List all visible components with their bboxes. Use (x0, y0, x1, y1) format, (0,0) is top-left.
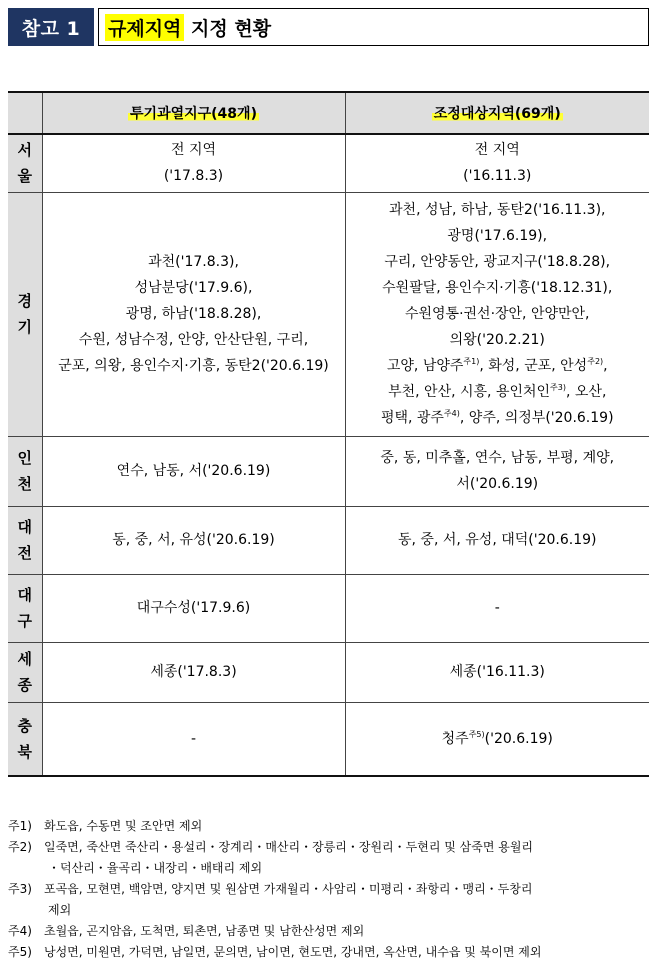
cell-line (346, 527, 650, 553)
footnote-line: 제외 (48, 903, 72, 917)
footnote-label: 주4) (8, 924, 32, 938)
cell-text: 동, 중, 서, 유성, 대덕('20.6.19) (398, 532, 597, 548)
reference-badge: 참고 1 (8, 8, 94, 46)
cell-line (346, 223, 650, 249)
region-char: 충 (17, 716, 32, 735)
region-char: 구 (17, 612, 32, 630)
cell-text: 동, 중, 서, 유성('20.6.19) (112, 532, 275, 548)
region-char: 기 (17, 318, 32, 336)
region-char: 대 (17, 518, 32, 536)
table-row (8, 642, 649, 702)
regulation-table (8, 91, 649, 777)
speculation-zone-cell (42, 702, 345, 776)
footnote (8, 942, 649, 963)
footnote-label: 주3) (8, 882, 32, 896)
cell-text: 수원, 성남수정, 안양, 안산단원, 구리, (78, 332, 309, 348)
footnote-text (44, 816, 649, 837)
footnote (8, 921, 649, 942)
cell-line (43, 527, 345, 553)
region-char: 종 (17, 676, 32, 694)
cell-line (346, 137, 650, 163)
footnote-ref: 주1) (463, 357, 480, 366)
cell-text: 중, 동, 미추홀, 연수, 남동, 부평, 계양, (380, 450, 615, 466)
cell-text: ('20.6.19) (484, 730, 553, 747)
footnote-line: 낭성면, 미원면, 가덕면, 남일면, 문의면, 남이면, 현도면, 강내면, 옥산면, 내수읍 및 북이면 제외 (44, 945, 542, 959)
region-label (8, 192, 42, 436)
cell-text: 수원팔달, 용인수지·기흥('18.12.31), (382, 280, 613, 296)
footnote-label: 주1) (8, 819, 32, 833)
adjustment-zone-cell (345, 574, 649, 642)
cell-text: 과천, 성남, 하남, 동탄2('16.11.3), (389, 202, 606, 218)
footnote (8, 879, 649, 921)
footnote-line: ・덕산리・율곡리・내장리・배태리 제외 (48, 861, 263, 875)
cell-text: ('16.11.3) (463, 168, 532, 185)
cell-text: , (603, 358, 608, 374)
cell-line (346, 327, 650, 353)
cell-text: 고양, 남양주 (386, 358, 464, 374)
cell-text: 서('20.6.19) (456, 476, 539, 492)
region-char: 북 (17, 742, 32, 761)
region-label (8, 436, 42, 506)
footnote-ref: 주3) (550, 383, 566, 392)
footnote-label: 주5) (8, 945, 32, 959)
cell-text: 부천, 안산, 시흥, 용인처인 (388, 384, 551, 400)
cell-line (346, 275, 650, 301)
cell-line (43, 595, 345, 621)
cell-text: 대구수성('17.9.6) (136, 600, 251, 616)
adjustment-zone-cell (345, 134, 649, 192)
col-header-adjustment: 조정대상지역(69개) (345, 92, 649, 134)
cell-line (346, 659, 650, 685)
cell-line (43, 163, 345, 189)
speculation-zone-cell (42, 506, 345, 574)
table-row (8, 506, 649, 574)
footnote-text (44, 942, 649, 963)
cell-line (43, 249, 345, 275)
cell-text: 평택, 광주 (380, 410, 444, 426)
cell-line (43, 327, 345, 353)
region-label (8, 574, 42, 642)
speculation-zone-cell (42, 192, 345, 436)
cell-text: 광명('17.6.19), (447, 228, 548, 244)
cell-text: , 오산, (566, 384, 607, 400)
cell-text: , 양주, 의정부('20.6.19) (459, 410, 614, 426)
footnotes (8, 816, 649, 963)
cell-text: 세종('16.11.3) (449, 664, 545, 680)
table-row (8, 436, 649, 506)
region-char: 울 (17, 167, 32, 186)
table-row (8, 702, 649, 776)
cell-line (346, 249, 650, 275)
cell-text: ('17.8.3) (163, 168, 224, 185)
region-label (8, 642, 42, 702)
cell-text: 연수, 남동, 서('20.6.19) (116, 463, 271, 479)
adjustment-zone-cell (345, 506, 649, 574)
col-header-speculation: 투기과열지구(48개) (42, 92, 345, 134)
cell-line (346, 353, 650, 379)
cell-line (346, 163, 650, 189)
table-row (8, 574, 649, 642)
region-char: 전 (17, 544, 32, 562)
region-char: 인 (17, 449, 32, 467)
title-rest: 지정 현황 (184, 17, 272, 40)
footnote-line: 포곡읍, 모현면, 백암면, 양지면 및 원삼면 가재월리・사암리・미평리・좌항리・맹리・두창리 (44, 882, 533, 896)
cell-line (346, 595, 650, 621)
speculation-zone-cell (42, 642, 345, 702)
table-header-row (8, 92, 649, 134)
cell-text: 세종('17.8.3) (150, 664, 237, 680)
cell-text: 광명, 하남('18.8.28), (125, 306, 262, 322)
footnote-line: 일죽면, 죽산면 죽산리・용설리・장계리・매산리・장릉리・장원리・두현리 및 삼죽면 용월리 (44, 840, 534, 854)
table-row (8, 134, 649, 192)
table-row (8, 192, 649, 436)
cell-line (346, 471, 650, 497)
footnote-label: 주2) (8, 840, 32, 854)
footnote-text (44, 921, 649, 942)
region-label (8, 506, 42, 574)
title-highlight: 규제지역 (105, 14, 184, 41)
region-char: 대 (17, 586, 32, 604)
footnote-ref: 주5) (468, 729, 485, 739)
speculation-zone-cell (42, 574, 345, 642)
region-label (8, 134, 42, 192)
cell-text: 전 지역 (474, 142, 520, 159)
page-header (8, 8, 649, 46)
footnote-ref: 주2) (587, 357, 604, 366)
cell-line (346, 405, 650, 431)
cell-line (43, 353, 345, 379)
cell-line (43, 301, 345, 327)
page-title (98, 8, 649, 46)
adjustment-zone-cell (345, 192, 649, 436)
footnote-text (44, 879, 649, 921)
cell-line (43, 137, 345, 163)
cell-line (346, 301, 650, 327)
corner-cell (8, 92, 42, 134)
region-char: 서 (17, 141, 32, 160)
cell-line (43, 659, 345, 685)
region-char: 세 (17, 650, 32, 668)
adjustment-zone-cell (345, 642, 649, 702)
cell-line (346, 726, 650, 752)
footnote-line: 화도읍, 수동면 및 조안면 제외 (44, 819, 203, 833)
cell-text: 구리, 안양동안, 광교지구('18.8.28), (384, 254, 611, 270)
adjustment-zone-cell (345, 702, 649, 776)
cell-text: 성남분당('17.9.6), (134, 280, 253, 296)
cell-text: 의왕('20.2.21) (449, 332, 545, 348)
cell-text: - (494, 600, 500, 616)
speculation-zone-cell (42, 436, 345, 506)
cell-text: 군포, 의왕, 용인수지·기흥, 동탄2('20.6.19) (58, 358, 329, 374)
cell-text: 청주 (441, 730, 469, 747)
cell-text: - (190, 730, 197, 747)
region-label (8, 702, 42, 776)
cell-text: , 화성, 군포, 안성 (479, 358, 588, 374)
cell-text: 과천('17.8.3), (148, 254, 239, 270)
footnote (8, 816, 649, 837)
region-char: 천 (17, 475, 32, 493)
cell-text: 전 지역 (170, 142, 217, 159)
footnote (8, 837, 649, 879)
cell-line (346, 197, 650, 223)
cell-line (346, 445, 650, 471)
cell-line (43, 275, 345, 301)
cell-line (43, 726, 345, 752)
footnote-line: 초월읍, 곤지암읍, 도척면, 퇴촌면, 남종면 및 남한산성면 제외 (44, 924, 365, 938)
speculation-zone-cell (42, 134, 345, 192)
cell-line (346, 379, 650, 405)
cell-line (43, 458, 345, 484)
cell-text: 수원영통·권선·장안, 안양만안, (404, 306, 590, 322)
footnote-ref: 주4) (443, 409, 460, 418)
region-char: 경 (17, 292, 32, 310)
adjustment-zone-cell (345, 436, 649, 506)
footnote-text (44, 837, 649, 879)
